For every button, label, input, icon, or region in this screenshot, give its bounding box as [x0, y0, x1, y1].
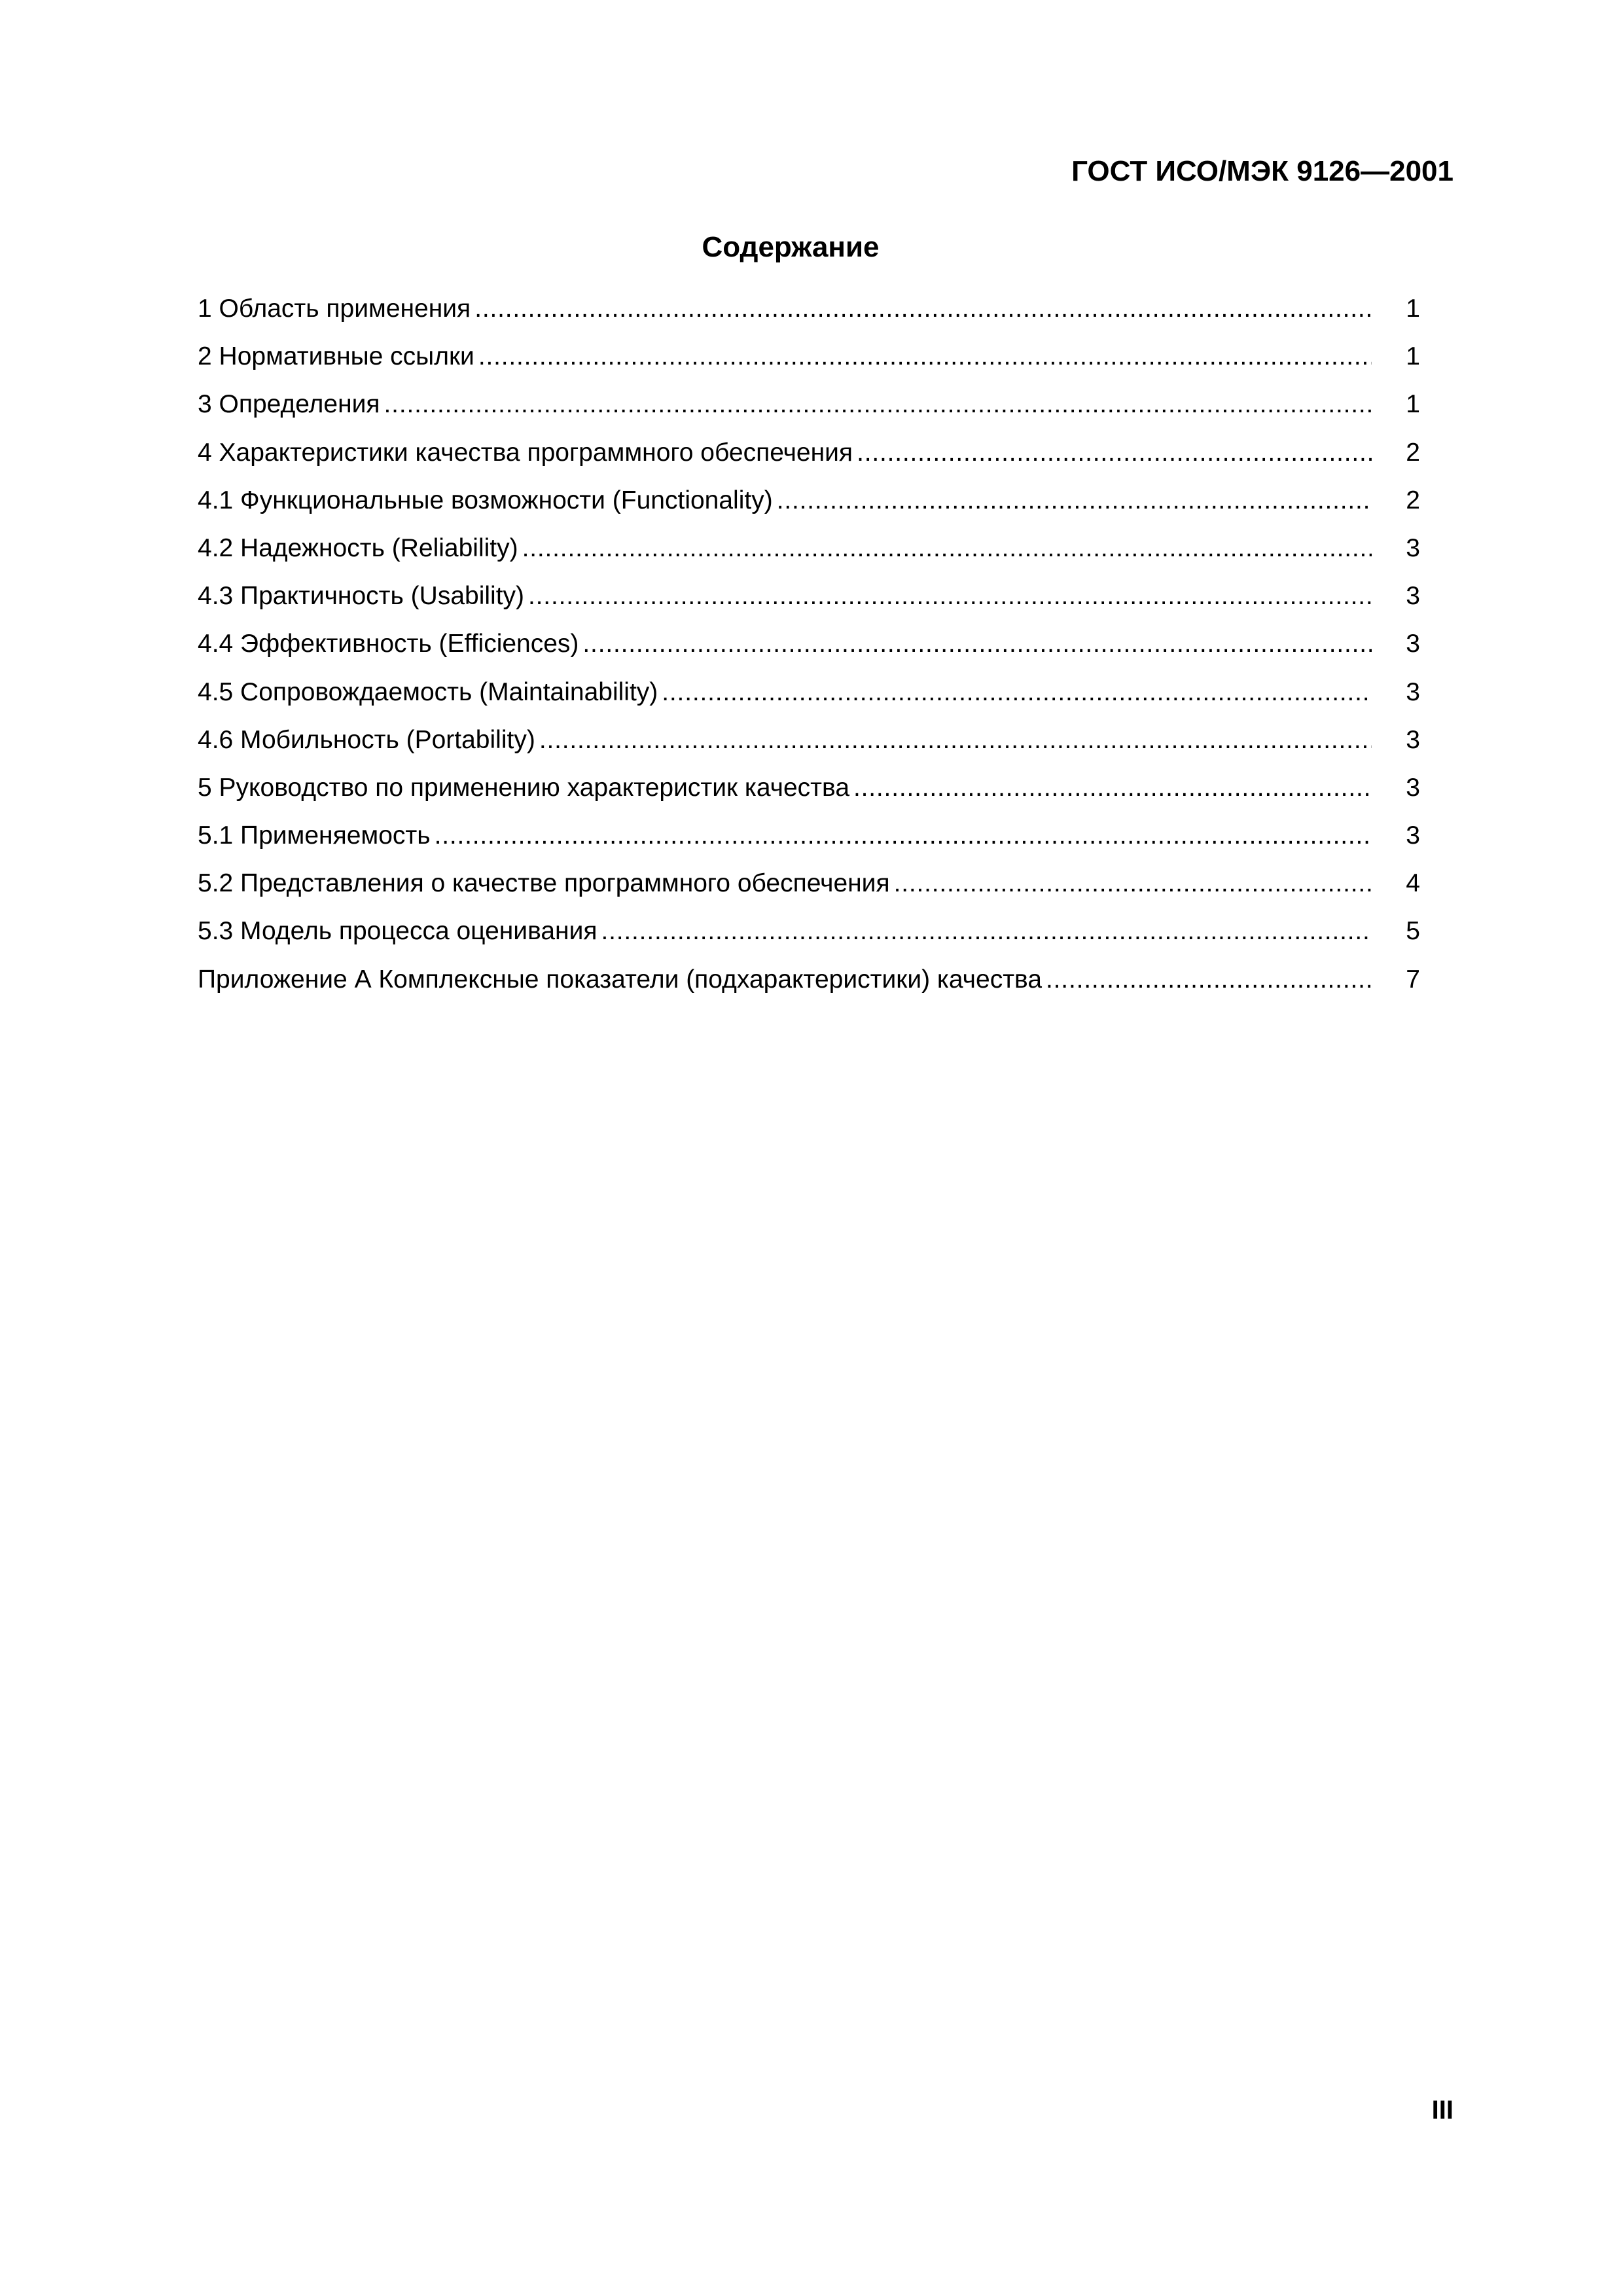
toc-leader-dots — [474, 290, 1372, 328]
toc-item-text: Приложение А Комплексные показатели (подхарактеристики) качества — [198, 965, 1043, 994]
toc-item-text: 4 Характеристики качества программного обеспечения — [198, 438, 853, 467]
toc-leader-dots — [777, 482, 1372, 520]
toc-item-text: 4.5 Сопровождаемость (Maintainability) — [198, 677, 658, 706]
toc-item-page: 3 — [1406, 773, 1420, 802]
toc-title: Содержание — [702, 231, 880, 263]
toc-item-page: 3 — [1406, 533, 1420, 562]
toc-item-text: 4.1 Функциональные возможности (Functionality) — [198, 486, 773, 514]
toc-leader-dots — [662, 673, 1372, 711]
toc-item — [198, 386, 1420, 433]
toc-item-page: 5 — [1406, 917, 1420, 946]
toc-item-page: 1 — [1406, 342, 1420, 371]
toc-item — [198, 865, 1420, 912]
toc-leader-dots — [528, 577, 1372, 615]
toc-item-page: 2 — [1406, 438, 1420, 467]
toc-item-text: 4.3 Практичность (Usability) — [198, 582, 525, 611]
toc-item — [198, 290, 1420, 338]
toc-item-text: 4.4 Эффективность (Efficiences) — [198, 630, 579, 658]
toc-item-text: 5 Руководство по применению характеристик качества — [198, 773, 850, 802]
toc-leader-dots — [1046, 961, 1372, 999]
toc-item — [198, 482, 1420, 529]
toc-item-text: 1 Область применения — [198, 295, 471, 323]
toc-item-page: 3 — [1406, 821, 1420, 850]
toc-item — [198, 721, 1420, 769]
toc-item-text: 4.2 Надежность (Reliability) — [198, 533, 518, 562]
toc-item — [198, 577, 1420, 625]
toc-item — [198, 961, 1420, 1009]
toc-item — [198, 912, 1420, 960]
toc-item-page: 3 — [1406, 725, 1420, 754]
toc-item — [198, 673, 1420, 721]
toc-item-page: 4 — [1406, 869, 1420, 898]
toc-item — [198, 434, 1420, 482]
table-of-contents — [198, 290, 1420, 1009]
toc-leader-dots — [435, 817, 1372, 855]
toc-item-page: 1 — [1406, 390, 1420, 419]
toc-leader-dots — [601, 912, 1372, 950]
toc-leader-dots — [857, 434, 1372, 472]
toc-item — [198, 529, 1420, 577]
toc-item-page: 7 — [1406, 965, 1420, 994]
toc-item-page: 3 — [1406, 630, 1420, 658]
toc-item — [198, 769, 1420, 817]
toc-item-page: 3 — [1406, 677, 1420, 706]
page-number: III — [1431, 2096, 1454, 2125]
toc-leader-dots — [539, 721, 1372, 759]
toc-item-page: 2 — [1406, 486, 1420, 514]
toc-leader-dots — [582, 625, 1372, 663]
toc-item-page: 1 — [1406, 295, 1420, 323]
toc-item — [198, 625, 1420, 673]
toc-leader-dots — [522, 529, 1372, 567]
toc-item-text: 5.3 Модель процесса оценивания — [198, 917, 597, 946]
toc-item-text: 4.6 Мобильность (Portability) — [198, 725, 535, 754]
toc-item-text: 3 Определения — [198, 390, 380, 419]
toc-item-text: 5.2 Представления о качестве программного обеспечения — [198, 869, 890, 898]
document-code: ГОСТ ИСО/МЭК 9126—2001 — [1071, 155, 1454, 187]
toc-item-page: 3 — [1406, 582, 1420, 611]
toc-item — [198, 817, 1420, 865]
toc-leader-dots — [478, 338, 1372, 376]
toc-leader-dots — [894, 865, 1372, 903]
toc-item-text: 5.1 Применяемость — [198, 821, 431, 850]
toc-leader-dots — [384, 386, 1372, 423]
toc-leader-dots — [853, 769, 1372, 807]
toc-item — [198, 338, 1420, 386]
toc-item-text: 2 Нормативные ссылки — [198, 342, 474, 371]
